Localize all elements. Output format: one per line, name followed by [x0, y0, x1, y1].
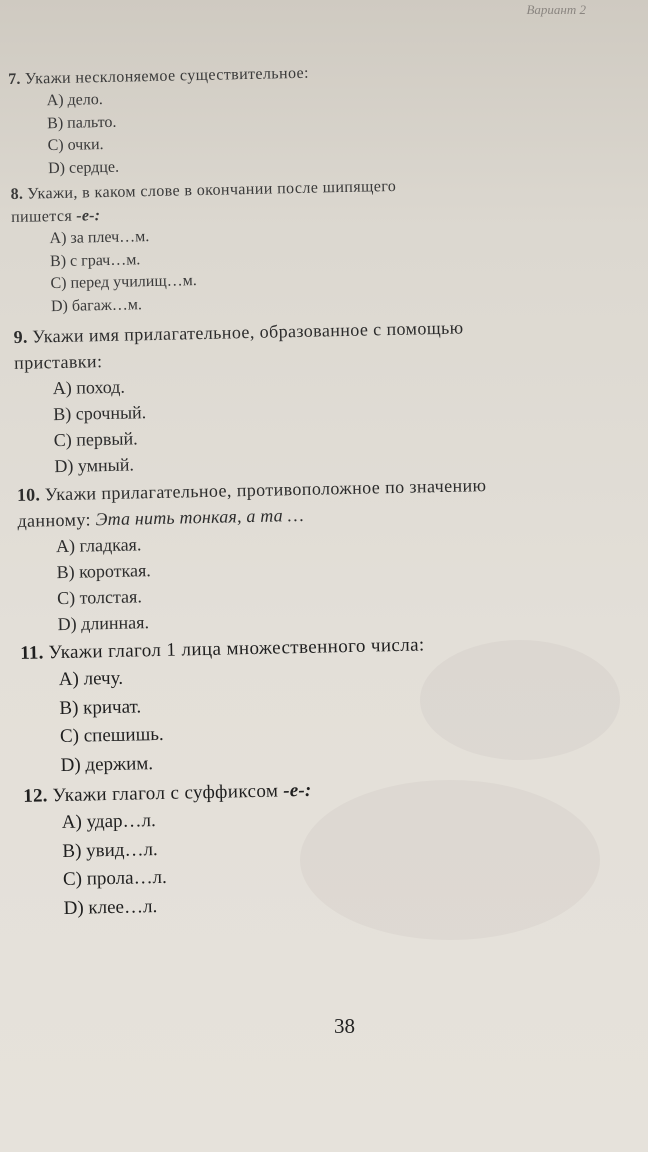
- answer-option-a: A) удар…л.: [61, 810, 156, 834]
- answer-option-b: B) увид…л.: [62, 838, 158, 862]
- question-9: [13, 311, 626, 480]
- question-12: [23, 770, 636, 924]
- answer-options: [8, 78, 620, 181]
- answer-option-a: A) гладкая.: [55, 534, 142, 557]
- answer-options: [24, 797, 636, 924]
- question-text: Укажи, в каком слове в окончании после шипящего: [27, 177, 397, 203]
- question-8: [10, 170, 623, 319]
- answer-options: [14, 363, 626, 480]
- answer-option-b: B) кричат.: [59, 695, 142, 719]
- page-number: 38: [334, 1014, 355, 1038]
- question-number: 7.: [8, 70, 21, 88]
- answer-option-c: C) очки.: [47, 136, 104, 155]
- morpheme-marker: -е-:: [76, 207, 101, 225]
- question-text: Укажи глагол с суффиксом: [52, 780, 279, 807]
- variant-header: Вариант 2: [526, 2, 586, 17]
- question-number: 8.: [10, 185, 24, 203]
- question-text: приставки:: [13, 351, 103, 373]
- answer-option-a: A) дело.: [46, 91, 103, 110]
- answer-option-b: B) пальто.: [46, 113, 117, 132]
- answer-option-a: A) лечу.: [58, 667, 124, 691]
- question-number: 11.: [20, 642, 44, 664]
- question-number: 10.: [16, 484, 41, 505]
- answer-option-d: D) умный.: [54, 454, 135, 477]
- answer-options: [21, 654, 633, 781]
- answer-option-d: D) сердце.: [47, 158, 120, 177]
- question-text: Укажи имя прилагательное, образованное с помощью: [32, 317, 464, 347]
- answer-option-c: C) перед училищ…м.: [50, 272, 197, 293]
- question-text: Укажи несклоняемое существительное:: [24, 64, 310, 88]
- question-11: [20, 627, 633, 781]
- question-text: Укажи глагол 1 лица множественного числа:: [48, 634, 425, 664]
- morpheme-marker: -е-:: [283, 779, 312, 802]
- question-text: данному:: [17, 509, 92, 531]
- question-7: [8, 55, 620, 181]
- answer-option-d: D) держим.: [60, 752, 154, 776]
- answer-option-d: D) багаж…м.: [50, 295, 143, 315]
- answer-option-a: A) за плеч…м.: [49, 228, 150, 248]
- answer-option-c: C) первый.: [53, 428, 138, 451]
- question-number: 12.: [23, 785, 48, 807]
- answer-options: [18, 521, 630, 638]
- answer-option-b: B) срочный.: [53, 402, 147, 425]
- answer-options: [11, 216, 623, 319]
- questions-list: [8, 55, 636, 924]
- answer-option-d: D) длинная.: [57, 612, 150, 635]
- question-number: 9.: [13, 326, 28, 347]
- question-10: [17, 469, 630, 638]
- question-text: пишется: [10, 207, 73, 226]
- question-text: Укажи прилагательное, противоположное по значению: [44, 475, 487, 505]
- answer-option-c: C) спешишь.: [59, 723, 164, 748]
- example-sentence: Эта нить тонкая, а та …: [95, 504, 304, 530]
- answer-option-d: D) клее…л.: [63, 895, 158, 919]
- answer-option-c: C) прола…л.: [62, 866, 168, 891]
- answer-option-b: B) короткая.: [56, 560, 151, 583]
- answer-option-b: B) с грач…м.: [49, 250, 141, 270]
- answer-option-c: C) толстая.: [56, 586, 143, 609]
- answer-option-a: A) поход.: [52, 376, 126, 399]
